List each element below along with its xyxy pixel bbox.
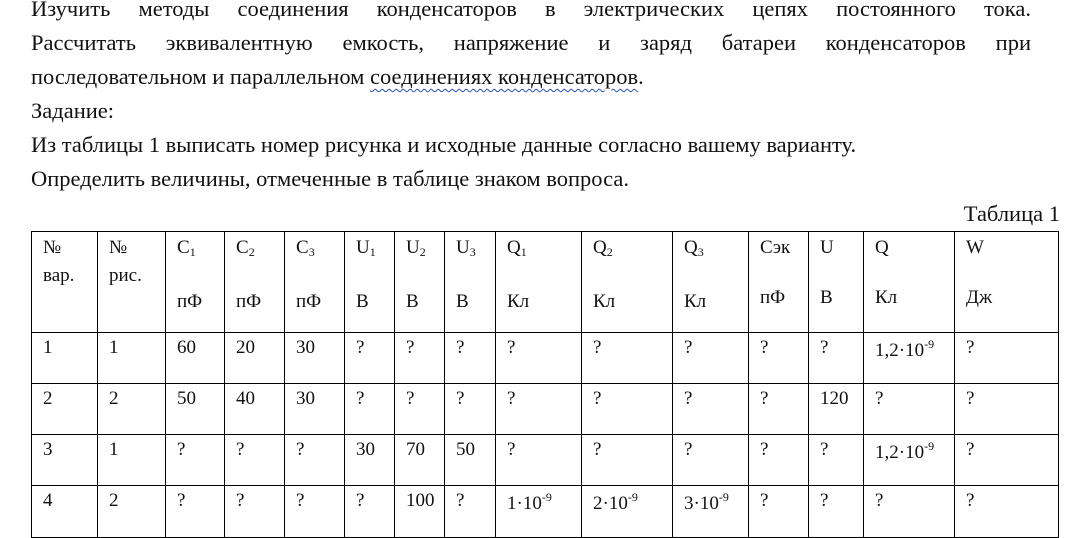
table-header-cell bbox=[395, 232, 445, 333]
table-cell: ? bbox=[285, 486, 345, 538]
table-cell: ? bbox=[749, 486, 809, 538]
table-cell: ? bbox=[749, 384, 809, 435]
header-subscript: 1 bbox=[189, 245, 196, 259]
table-cell: 120 bbox=[809, 384, 864, 435]
table-cell: ? bbox=[395, 333, 445, 384]
table-cell: 30 bbox=[285, 333, 345, 384]
table-cell: ? bbox=[166, 435, 225, 486]
table-cell: 40 bbox=[225, 384, 285, 435]
header-label: $Q_2$ bbox=[593, 237, 613, 259]
intro-text bbox=[31, 0, 1031, 196]
table-cell: ? bbox=[955, 384, 1059, 435]
table-cell: $1,2\cdot 10^{-9}$ bbox=[864, 435, 955, 486]
header-unit: Кл bbox=[593, 291, 616, 312]
header-subscript: 2 bbox=[248, 245, 255, 259]
table-cell: 50 bbox=[166, 384, 225, 435]
header-label: $C_2$ bbox=[236, 237, 255, 259]
exponent: -9 bbox=[627, 490, 638, 504]
table-header-cell bbox=[955, 232, 1059, 333]
spellcheck-marked-text[interactable]: соединениях конденсаторов bbox=[370, 64, 639, 89]
table-header-cell bbox=[166, 232, 225, 333]
header-unit: Кл bbox=[684, 291, 707, 312]
header-subscript: 1 bbox=[369, 245, 376, 259]
table-cell: 1 bbox=[98, 333, 166, 384]
header-subscript: 3 bbox=[308, 245, 315, 259]
table-header-cell bbox=[673, 232, 749, 333]
header-subscript: 3 bbox=[697, 245, 704, 259]
table-cell: ? bbox=[673, 384, 749, 435]
table-cell: $3\cdot 10^{-9}$ bbox=[673, 486, 749, 538]
header-label: W bbox=[966, 237, 984, 258]
header-label: $U_3$ bbox=[456, 237, 476, 259]
table-cell: ? bbox=[955, 435, 1059, 486]
table-header-cell bbox=[225, 232, 285, 333]
table-cell: ? bbox=[809, 435, 864, 486]
table-header-cell bbox=[445, 232, 496, 333]
table-cell: 4 bbox=[32, 486, 98, 538]
header-unit: В bbox=[820, 287, 833, 308]
table-cell: ? bbox=[955, 333, 1059, 384]
table-cell: 3 bbox=[32, 435, 98, 486]
intro-line-6: Определить величины, отмеченные в таблице знаком вопроса. bbox=[31, 166, 629, 191]
header-unit: В bbox=[406, 291, 419, 312]
table-header-cell bbox=[582, 232, 673, 333]
table-cell: 2 bbox=[98, 486, 166, 538]
table-cell: 70 bbox=[395, 435, 445, 486]
header-unit: пФ bbox=[177, 291, 203, 312]
table-cell: ? bbox=[673, 435, 749, 486]
table-row bbox=[32, 333, 1059, 384]
table-cell: ? bbox=[345, 333, 395, 384]
table-header-cell bbox=[496, 232, 582, 333]
task-label: Задание: bbox=[31, 98, 115, 123]
table-header-cell bbox=[809, 232, 864, 333]
table-header-cell bbox=[864, 232, 955, 333]
table-cell: ? bbox=[673, 333, 749, 384]
table-caption: Таблица 1 bbox=[963, 201, 1060, 226]
table-cell: ? bbox=[582, 384, 673, 435]
table-cell: ? bbox=[445, 384, 496, 435]
header-label: $Q_1$ bbox=[507, 237, 527, 259]
table-cell: ? bbox=[496, 333, 582, 384]
table-cell: ? bbox=[749, 435, 809, 486]
header-subscript: 1 bbox=[520, 245, 527, 259]
header-label: $U_1$ bbox=[356, 237, 376, 259]
header-subscript: 3 bbox=[469, 245, 476, 259]
table-cell: $2\cdot 10^{-9}$ bbox=[582, 486, 673, 538]
intro-line-3-end: . bbox=[638, 64, 644, 89]
table-cell: 2 bbox=[98, 384, 166, 435]
table-cell: 50 bbox=[445, 435, 496, 486]
intro-line-3-start: последовательном и параллельном bbox=[31, 64, 371, 89]
header-label: № bbox=[109, 237, 128, 258]
table-header-cell bbox=[749, 232, 809, 333]
header-unit: Дж bbox=[966, 287, 993, 308]
table-cell: ? bbox=[345, 486, 395, 538]
table-cell: ? bbox=[445, 333, 496, 384]
table-header-cell bbox=[345, 232, 395, 333]
table-cell: ? bbox=[582, 435, 673, 486]
intro-line-3 bbox=[31, 60, 1031, 94]
table-cell: ? bbox=[166, 486, 225, 538]
header-label: Q bbox=[875, 237, 889, 258]
header-label: $C_1$ bbox=[177, 237, 196, 259]
intro-line-5: Из таблицы 1 выписать номер рисунка и исходные данные согласно вашему варианту. bbox=[31, 132, 857, 157]
header-label: № bbox=[43, 237, 62, 258]
header-sublabel: вар. bbox=[43, 265, 75, 286]
table-cell: 1 bbox=[98, 435, 166, 486]
table-cell: ? bbox=[582, 333, 673, 384]
header-label: Сэк bbox=[760, 237, 791, 258]
table-cell: 30 bbox=[345, 435, 395, 486]
capacitor-table bbox=[31, 231, 1059, 538]
header-label: $Q_3$ bbox=[684, 237, 704, 259]
table-cell: ? bbox=[864, 384, 955, 435]
table-row bbox=[32, 384, 1059, 435]
table-cell: 20 bbox=[225, 333, 285, 384]
table-header-cell bbox=[285, 232, 345, 333]
table-cell: 30 bbox=[285, 384, 345, 435]
intro-line-1: Изучить методы соединения конденсаторов в электрических цепях постоянного тока. bbox=[31, 0, 1031, 21]
header-label: $U_2$ bbox=[406, 237, 426, 259]
header-subscript: 2 bbox=[419, 245, 426, 259]
header-unit: пФ bbox=[236, 291, 262, 312]
table-cell: ? bbox=[809, 333, 864, 384]
table-cell: 1 bbox=[32, 333, 98, 384]
header-unit: В bbox=[456, 291, 469, 312]
exponent: -9 bbox=[924, 439, 935, 453]
table-cell: ? bbox=[496, 384, 582, 435]
table-cell: ? bbox=[749, 333, 809, 384]
table-cell: ? bbox=[395, 384, 445, 435]
table-cell: ? bbox=[864, 486, 955, 538]
table-cell: ? bbox=[285, 435, 345, 486]
header-label: U bbox=[820, 237, 834, 258]
table-header-cell bbox=[98, 232, 166, 333]
table-cell: 60 bbox=[166, 333, 225, 384]
header-unit: Кл bbox=[507, 291, 530, 312]
table-cell: ? bbox=[225, 486, 285, 538]
exponent: -9 bbox=[718, 490, 729, 504]
table-cell: ? bbox=[225, 435, 285, 486]
table-header-cell bbox=[32, 232, 98, 333]
table-cell: ? bbox=[809, 486, 864, 538]
table-header-row bbox=[32, 232, 1059, 333]
table-row bbox=[32, 486, 1059, 538]
header-unit: пФ bbox=[760, 287, 786, 308]
table-cell: ? bbox=[345, 384, 395, 435]
header-unit: Кл bbox=[875, 287, 898, 308]
table-cell: ? bbox=[445, 486, 496, 538]
header-unit: пФ bbox=[296, 291, 322, 312]
header-unit: В bbox=[356, 291, 369, 312]
header-subscript: 2 bbox=[606, 245, 613, 259]
table-cell: $1,2\cdot 10^{-9}$ bbox=[864, 333, 955, 384]
table-cell: $1\cdot 10^{-9}$ bbox=[496, 486, 582, 538]
exponent: -9 bbox=[541, 490, 552, 504]
intro-line-2: Рассчитать эквивалентную емкость, напряжение и заряд батареи конденсаторов при bbox=[31, 30, 1031, 55]
table-cell: 100 bbox=[395, 486, 445, 538]
table-cell: 2 bbox=[32, 384, 98, 435]
table-cell: ? bbox=[496, 435, 582, 486]
header-sublabel: рис. bbox=[109, 265, 142, 286]
table-row bbox=[32, 435, 1059, 486]
table-cell: ? bbox=[955, 486, 1059, 538]
header-label: $C_3$ bbox=[296, 237, 315, 259]
exponent: -9 bbox=[924, 337, 935, 351]
